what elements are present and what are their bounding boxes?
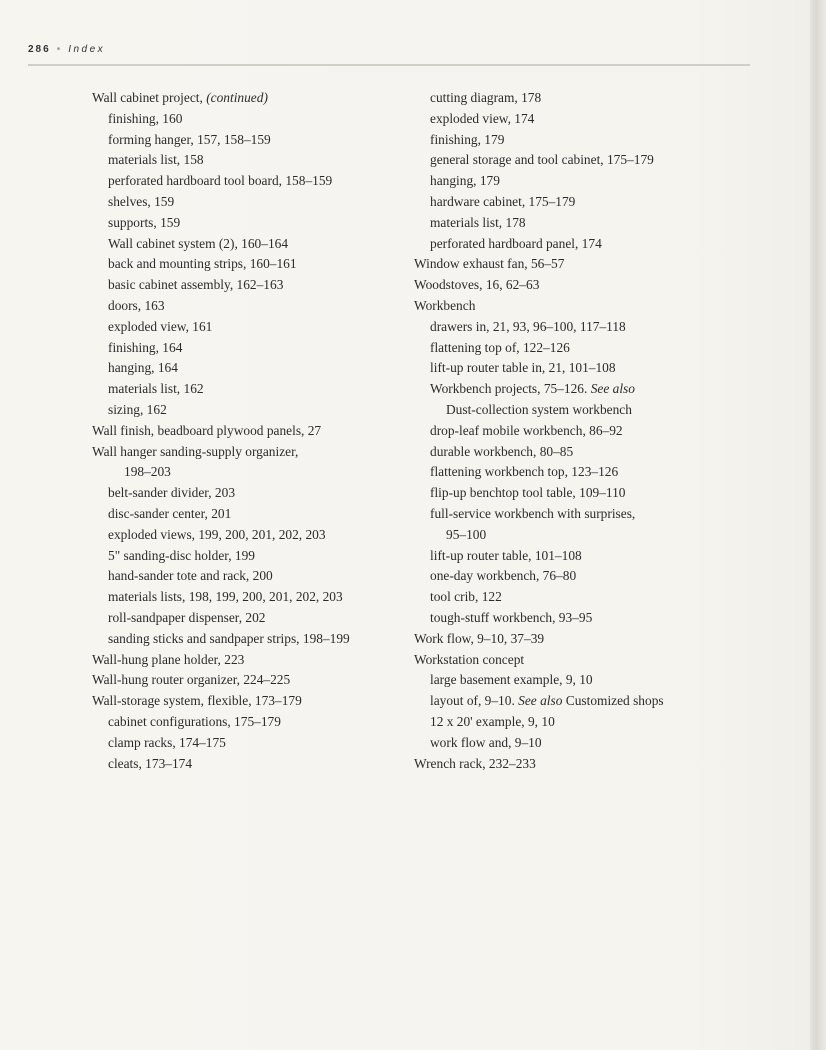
- entry-text: drop-leaf mobile workbench, 86–92: [430, 422, 623, 438]
- index-entry: [414, 296, 714, 317]
- entry-text: cleats, 173–174: [108, 755, 193, 771]
- entry-text: large basement example, 9, 10: [430, 672, 593, 688]
- entry-text: tool crib, 122: [430, 589, 502, 605]
- index-entry: [414, 587, 714, 608]
- index-entry: [92, 109, 402, 130]
- entry-text: Wrench rack, 232–233: [414, 755, 536, 771]
- entry-text: materials list, 162: [108, 381, 204, 397]
- index-entry: [92, 462, 402, 483]
- index-entry: [92, 525, 402, 546]
- entry-text: Wall finish, beadboard plywood panels, 27: [92, 422, 322, 438]
- entry-text: Woodstoves, 16, 62–63: [414, 277, 540, 293]
- entry-text: doors, 163: [108, 297, 165, 313]
- entry-text: Wall hanger sanding-supply organizer,: [92, 443, 299, 459]
- entry-text: belt-sander divider, 203: [108, 485, 236, 501]
- entry-text: finishing, 164: [108, 339, 183, 355]
- index-entry: [414, 317, 714, 338]
- entry-text: 198–203: [124, 464, 171, 480]
- entry-text: materials lists, 198, 199, 200, 201, 202, 203: [108, 589, 343, 605]
- entry-text: full-service workbench with surprises,: [430, 505, 636, 521]
- index-entry: [92, 483, 402, 504]
- entry-text: lift-up router table in, 21, 101–108: [430, 360, 616, 376]
- entry-italic: See also: [590, 381, 635, 397]
- index-entry: [414, 234, 714, 255]
- index-entry: [92, 296, 402, 317]
- entry-text: general storage and tool cabinet, 175–179: [430, 152, 654, 168]
- index-entry: [414, 566, 714, 587]
- index-entry: [92, 317, 402, 338]
- index-entry: [92, 213, 402, 234]
- index-entry: [414, 109, 714, 130]
- index-entry: [92, 546, 402, 567]
- entry-text: finishing, 160: [108, 110, 183, 126]
- section-title: Index: [68, 44, 106, 55]
- entry-italic: (continued): [206, 90, 268, 105]
- entry-text: layout of, 9–10.: [430, 693, 519, 709]
- index-entry: [92, 691, 402, 712]
- entry-tail: Customized shops: [562, 693, 664, 709]
- index-entry: [92, 171, 402, 192]
- index-entry: [92, 150, 402, 171]
- entry-text: basic cabinet assembly, 162–163: [108, 277, 284, 293]
- entry-text: roll-sandpaper dispenser, 202: [108, 609, 266, 625]
- index-entry: [414, 171, 714, 192]
- entry-text: materials list, 178: [430, 214, 526, 230]
- header-separator: •: [56, 44, 63, 55]
- index-entry: [414, 483, 714, 504]
- page-edge: [810, 0, 826, 1050]
- index-entry: [414, 213, 714, 234]
- index-entry: [92, 421, 402, 442]
- index-entry: [92, 587, 402, 608]
- entry-text: exploded views, 199, 200, 201, 202, 203: [108, 526, 326, 542]
- index-column-left: [92, 88, 402, 774]
- entry-text: Wall-storage system, flexible, 173–179: [92, 693, 302, 709]
- index-entry: [414, 608, 714, 629]
- index-entry: [414, 691, 714, 712]
- entry-text: Window exhaust fan, 56–57: [414, 256, 565, 272]
- entry-text: hanging, 179: [430, 173, 500, 189]
- index-entry: [414, 733, 714, 754]
- entry-text: one-day workbench, 76–80: [430, 568, 577, 584]
- entry-text: 12 x 20' example, 9, 10: [430, 713, 555, 729]
- index-entry: [92, 650, 402, 671]
- entry-text: work flow and, 9–10: [430, 734, 542, 750]
- entry-text: drawers in, 21, 93, 96–100, 117–118: [430, 318, 626, 334]
- index-entry: [92, 629, 402, 650]
- entry-text: tough-stuff workbench, 93–95: [430, 609, 593, 625]
- entry-text: Wall-hung router organizer, 224–225: [92, 672, 291, 688]
- header-rule: [28, 64, 750, 66]
- index-entry: [414, 338, 714, 359]
- entry-text: sizing, 162: [108, 401, 167, 417]
- index-entry: [414, 400, 714, 421]
- entry-text: forming hanger, 157, 158–159: [108, 131, 271, 147]
- entry-text: disc-sander center, 201: [108, 505, 232, 521]
- entry-text: perforated hardboard tool board, 158–159: [108, 173, 333, 189]
- entry-text: flattening top of, 122–126: [430, 339, 570, 355]
- entry-text: 95–100: [446, 526, 487, 542]
- entry-text: Workbench: [414, 297, 476, 313]
- index-entry: [92, 400, 402, 421]
- index-entry: [92, 254, 402, 275]
- index-entry: [92, 192, 402, 213]
- index-entry: [92, 712, 402, 733]
- index-entry: [92, 754, 402, 775]
- index-entry: [414, 275, 714, 296]
- entry-text: lift-up router table, 101–108: [430, 547, 582, 563]
- entry-text: perforated hardboard panel, 174: [430, 235, 602, 251]
- index-entry: [414, 670, 714, 691]
- running-header: [28, 44, 750, 66]
- page-number: 286: [28, 44, 51, 55]
- index-entry: [414, 421, 714, 442]
- entry-text: flip-up benchtop tool table, 109–110: [430, 485, 626, 501]
- index-entry: [414, 650, 714, 671]
- index-entry: [414, 525, 714, 546]
- index-entry: [92, 88, 402, 109]
- index-entry: [414, 150, 714, 171]
- entry-text: sanding sticks and sandpaper strips, 198–199: [108, 630, 350, 646]
- entry-text: hand-sander tote and rack, 200: [108, 568, 273, 584]
- entry-text: clamp racks, 174–175: [108, 734, 226, 750]
- entry-text: hanging, 164: [108, 360, 178, 376]
- index-entry: [414, 358, 714, 379]
- index-entry: [414, 504, 714, 525]
- entry-text: durable workbench, 80–85: [430, 443, 574, 459]
- index-entry: [414, 629, 714, 650]
- index-entry: [92, 504, 402, 525]
- entry-text: shelves, 159: [108, 193, 175, 209]
- index-entry: [414, 192, 714, 213]
- entry-text: cabinet configurations, 175–179: [108, 713, 281, 729]
- entry-text: Wall cabinet project,: [92, 90, 207, 105]
- entry-text: back and mounting strips, 160–161: [108, 256, 297, 272]
- index-entry: [92, 234, 402, 255]
- index-entry: [92, 275, 402, 296]
- entry-text: Dust-collection system workbench: [446, 401, 632, 417]
- index-entry: [414, 130, 714, 151]
- index-entry: [92, 379, 402, 400]
- entry-text: cutting diagram, 178: [430, 90, 542, 105]
- entry-text: 5" sanding-disc holder, 199: [108, 547, 255, 563]
- entry-text: Workbench projects, 75–126.: [430, 381, 591, 397]
- entry-text: hardware cabinet, 175–179: [430, 193, 576, 209]
- index-column-right: [414, 88, 714, 774]
- entry-text: materials list, 158: [108, 152, 204, 168]
- index-entry: [414, 462, 714, 483]
- index-entry: [414, 88, 714, 109]
- index-entry: [414, 546, 714, 567]
- index-entry: [92, 566, 402, 587]
- index-entry: [92, 733, 402, 754]
- index-entry: [414, 379, 714, 400]
- index-entry: [92, 130, 402, 151]
- index-entry: [92, 608, 402, 629]
- entry-text: supports, 159: [108, 214, 181, 230]
- entry-text: Workstation concept: [414, 651, 525, 667]
- entry-text: exploded view, 161: [108, 318, 213, 334]
- entry-text: finishing, 179: [430, 131, 505, 147]
- entry-text: Work flow, 9–10, 37–39: [414, 630, 545, 646]
- entry-text: Wall cabinet system (2), 160–164: [108, 235, 289, 251]
- entry-text: exploded view, 174: [430, 110, 535, 126]
- entry-text: flattening workbench top, 123–126: [430, 464, 619, 480]
- index-entry: [92, 442, 402, 463]
- index-entry: [414, 712, 714, 733]
- index-entry: [414, 442, 714, 463]
- entry-italic: See also: [518, 693, 563, 709]
- index-entry: [92, 670, 402, 691]
- index-entry: [414, 754, 714, 775]
- entry-text: Wall-hung plane holder, 223: [92, 651, 245, 667]
- index-entry: [92, 338, 402, 359]
- index-entry: [92, 358, 402, 379]
- index-entry: [414, 254, 714, 275]
